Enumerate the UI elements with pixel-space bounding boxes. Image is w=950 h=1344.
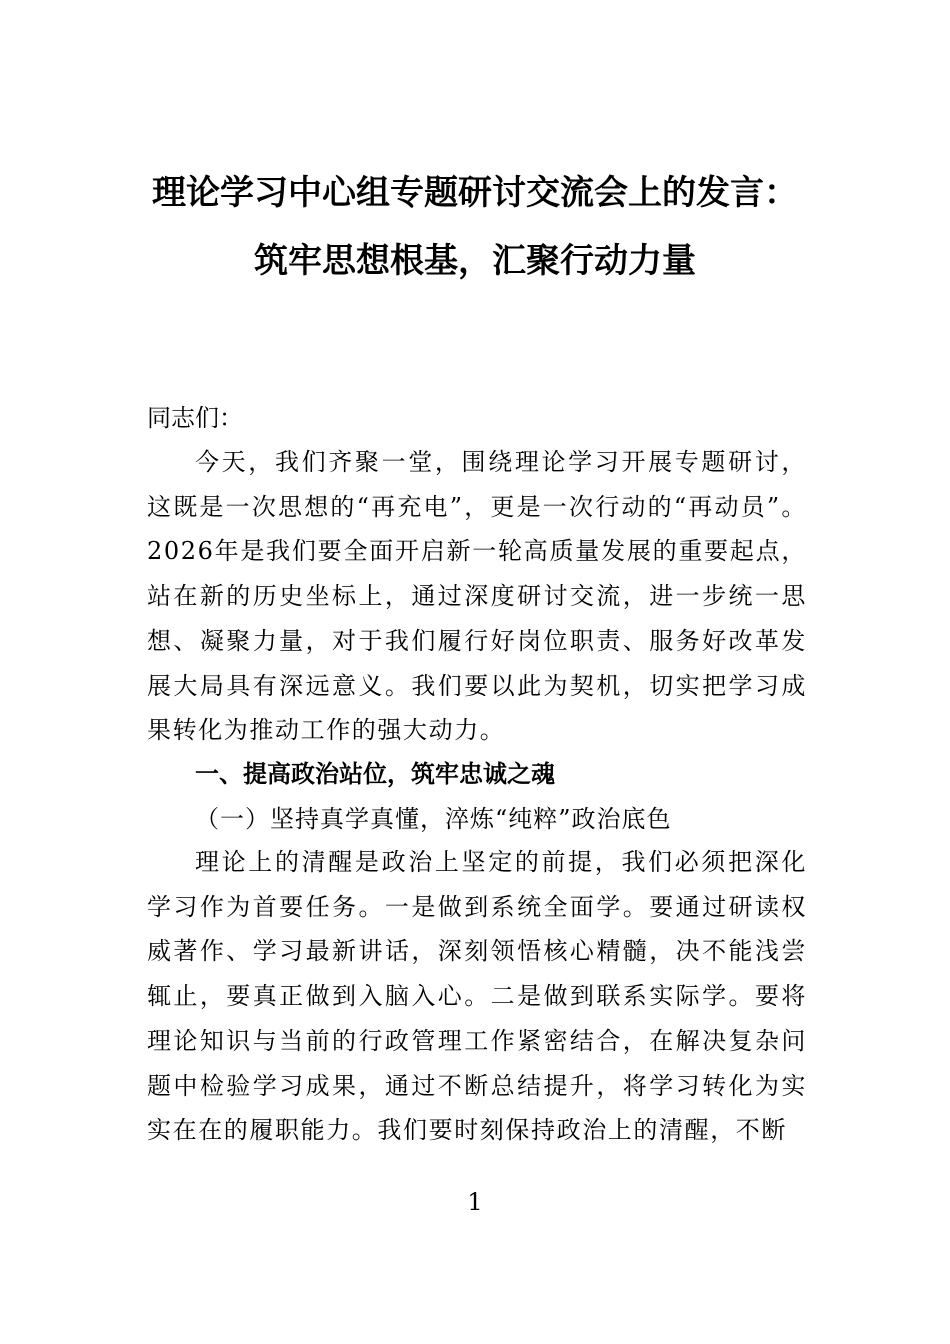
page-number: 1 xyxy=(467,1188,483,1216)
subsection-heading: （一）坚持真学真懂，淬炼“纯粹”政治底色 xyxy=(195,805,672,833)
document-title-line-1: 理论学习中心组专题研讨交流会上的发言： xyxy=(152,173,798,213)
section-heading: 一、提高政治站位，筑牢忠诚之魂 xyxy=(195,760,555,788)
paragraph-study: 理论上的清醒是政治上坚定的前提，我们必须把深化学习作为首要任务。一是做到系统全面学。要通过研读权威著作、学习最新讲话，深刻领悟核心精髓，决不能浅尝辄止，要真正做到入脑入心。二是做到联系实际学。要将理论知识与当前的行政管理工作紧密结合，在解决复杂问题中检验学习成果，通过不断总结提升，将学习转化为实实在在的履职能力。我们要时刻保持政治上的清醒，不断 xyxy=(147,848,807,1145)
document-title-line-2: 筑牢思想根基，汇聚行动力量 xyxy=(254,241,696,281)
salutation: 同志们： xyxy=(147,404,243,432)
paragraph-intro: 今天，我们齐聚一堂，围绕理论学习开展专题研讨，这既是一次思想的“再充电”，更是一次行动的“再动员”。2026年是我们要全面开启新一轮高质量发展的重要起点，站在新的历史坐标上，通过深度研讨交流，进一步统一思想、凝聚力量，对于我们履行好岗位职责、服务好改革发展大局具有深远意义。我们要以此为契机，切实把学习成果转化为推动工作的强大动力。 xyxy=(147,448,807,745)
